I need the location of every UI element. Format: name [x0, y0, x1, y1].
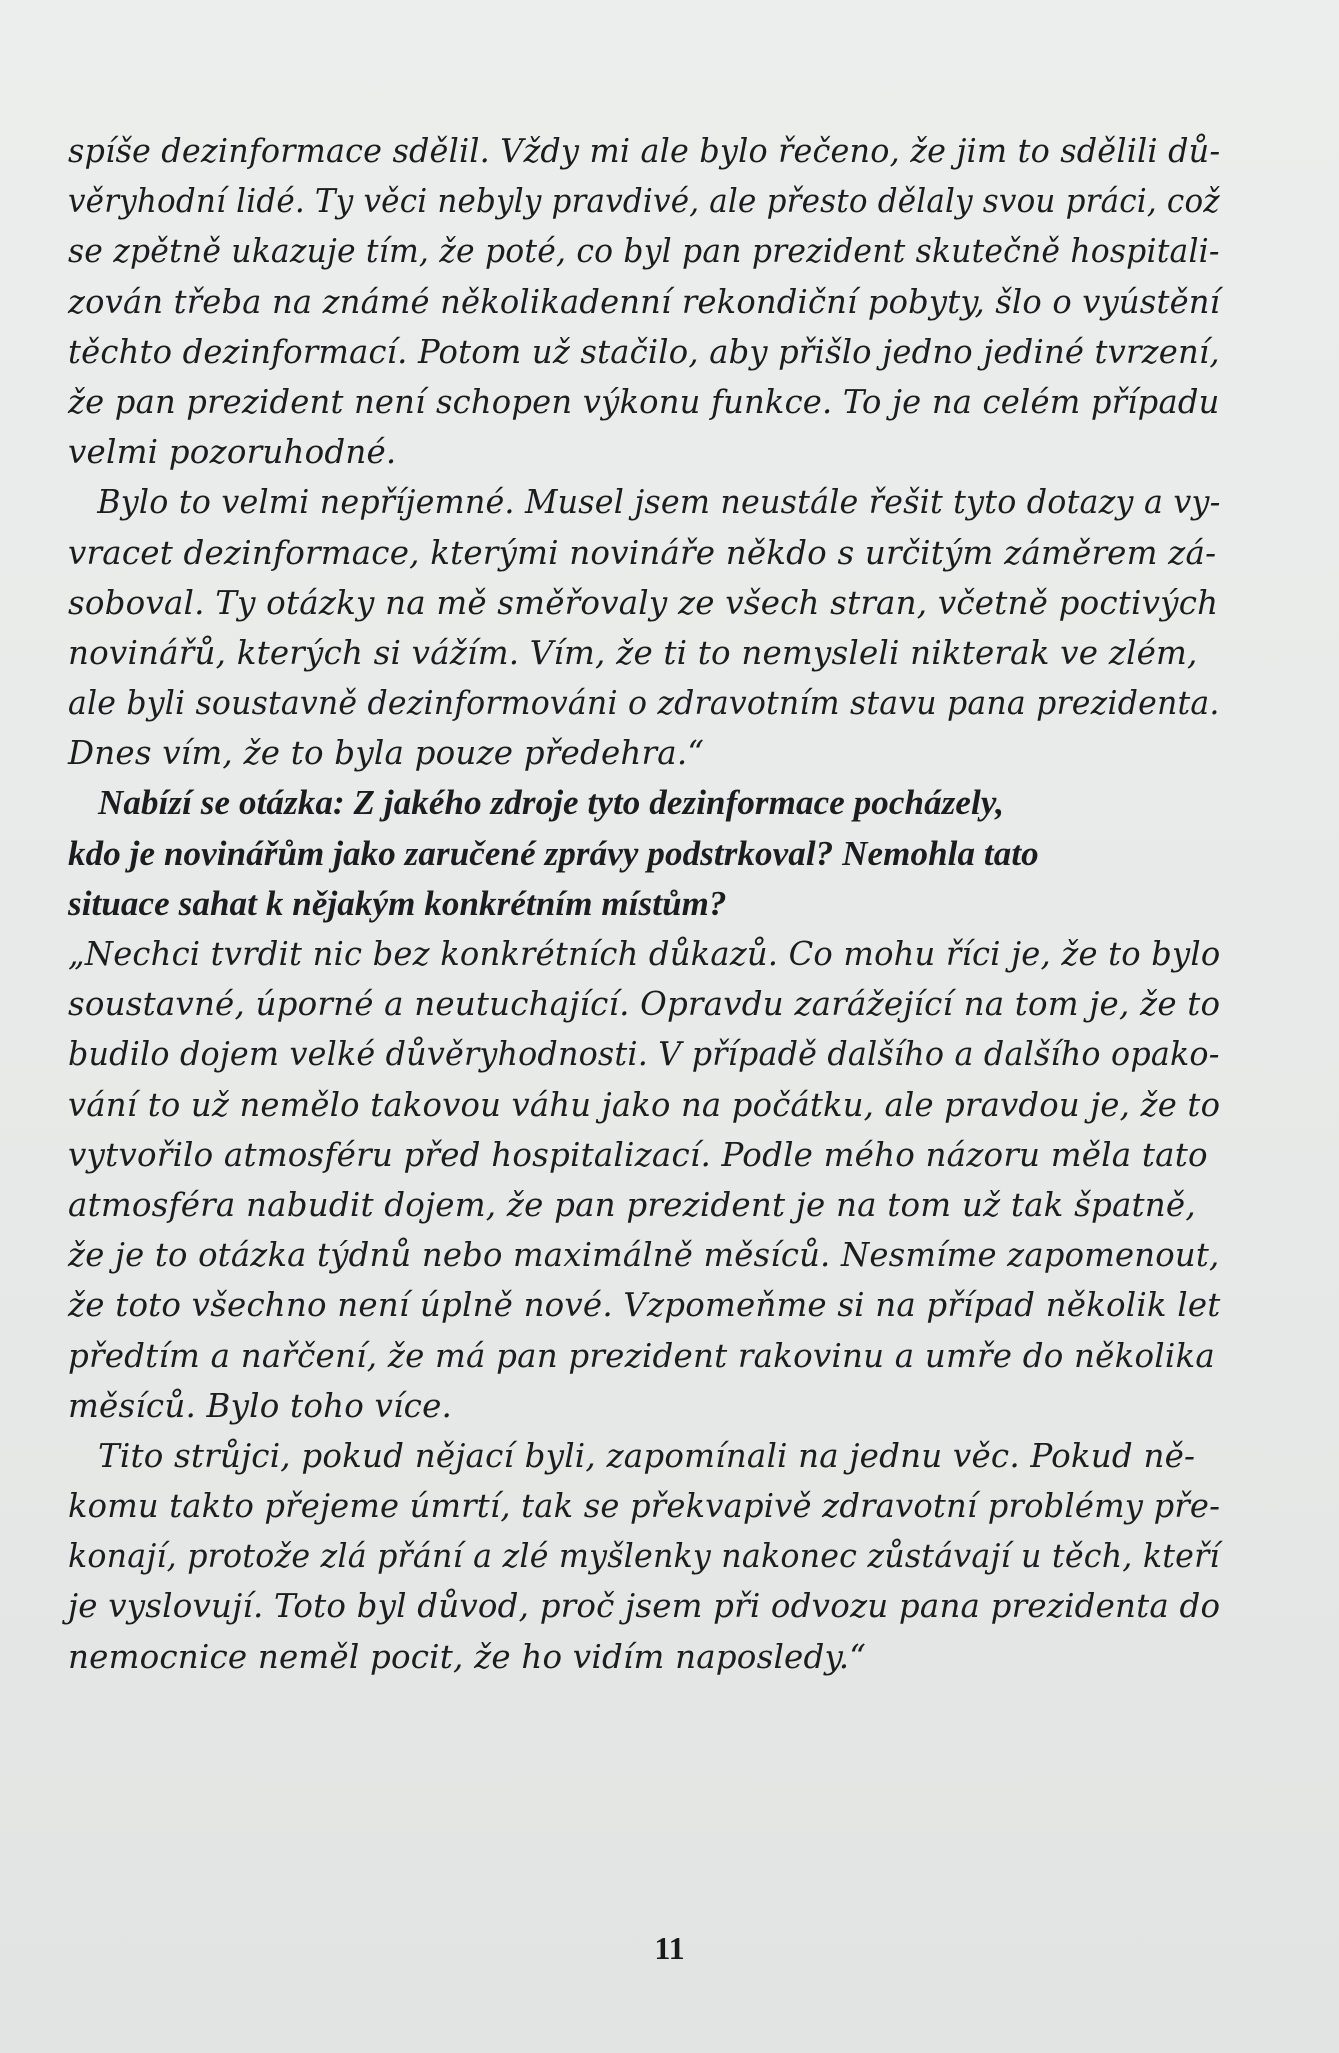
text-line: předtím a nařčení, že má pan prezident rakovinu a umře do několika	[68, 1336, 1215, 1375]
text-line: věryhodní lidé. Ty věci nebyly pravdivé, ale přesto dělaly svou práci, což	[68, 182, 1220, 221]
text-line: že toto všechno není úplně nové. Vzpomeňme si na případ několik let	[68, 1286, 1221, 1325]
text-line: velmi pozoruhodné.	[68, 433, 397, 472]
text-line: Tito strůjci, pokud nějací byli, zapomínali na jednu věc. Pokud ně-	[98, 1436, 1196, 1475]
text-line: „Nechci tvrdit nic bez konkrétních důkazů. Co mohu říci je, že to bylo	[68, 935, 1221, 973]
text-line: budilo dojem velké důvěryhodnosti. V případě dalšího a dalšího opako-	[68, 1035, 1220, 1074]
question-line: situace sahat k nějakým konkrétním místům?	[68, 883, 727, 923]
text-line: je vyslovují. Toto byl důvod, proč jsem při odvozu pana prezidenta do	[68, 1587, 1221, 1626]
text-line: atmosféra nabudit dojem, že pan prezident je na tom už tak špatně,	[68, 1185, 1196, 1224]
text-line: se zpětně ukazuje tím, že poté, co byl pan prezident skutečně hospitali-	[68, 232, 1220, 271]
text-line: vracet dezinformace, kterými novináře někdo s určitým záměrem zá-	[68, 533, 1217, 572]
question-line: kdo je novinářům jako zaručené zprávy podstrkoval? Nemohla tato	[68, 833, 1039, 873]
text-line: spíše dezinformace sdělil. Vždy mi ale bylo řečeno, že jim to sdělili dů-	[68, 132, 1221, 170]
text-line: vání to už nemělo takovou váhu jako na počátku, ale pravdou je, že to	[68, 1085, 1221, 1124]
text-line: soboval. Ty otázky na mě směřovaly ze všech stran, včetně poctivých	[68, 583, 1219, 622]
text-line: zován třeba na známé několikadenní rekondiční pobyty, šlo o vyústění	[68, 282, 1221, 321]
text-line: že pan prezident není schopen výkonu funkce. To je na celém případu	[68, 382, 1220, 421]
text-line: novinářů, kterých si vážím. Vím, že ti to nemysleli nikterak ve zlém,	[68, 633, 1198, 672]
page-number: 11	[654, 1930, 685, 1966]
text-line: vytvořilo atmosféru před hospitalizací. Podle mého názoru měla tato	[68, 1135, 1208, 1174]
question-line: Nabízí se otázka: Z jakého zdroje tyto dezinformace pocházely,	[98, 783, 1005, 823]
text-line: těchto dezinformací. Potom už stačilo, aby přišlo jedno jediné tvrzení,	[68, 332, 1220, 371]
body-text	[68, 126, 1220, 1682]
text-line: konají, protože zlá přání a zlé myšlenky nakonec zůstávají u těch, kteří	[68, 1537, 1220, 1576]
text-line: ale byli soustavně dezinformováni o zdravotním stavu pana prezidenta.	[68, 684, 1220, 723]
text-line: měsíců. Bylo toho více.	[68, 1386, 453, 1425]
text-line: že je to otázka týdnů nebo maximálně měsíců. Nesmíme zapomenout,	[68, 1236, 1220, 1275]
text-line: Dnes vím, že to byla pouze předehra.“	[68, 734, 705, 773]
text-line: nemocnice neměl pocit, že ho vidím naposledy.“	[68, 1637, 867, 1676]
text-line: Bylo to velmi nepříjemné. Musel jsem neustále řešit tyto dotazy a vy-	[97, 483, 1221, 522]
text-line: komu takto přejeme úmrtí, tak se překvapivě zdravotní problémy pře-	[68, 1487, 1221, 1526]
text-line: soustavné, úporné a neutuchající. Opravdu zarážející na tom je, že to	[68, 985, 1221, 1024]
